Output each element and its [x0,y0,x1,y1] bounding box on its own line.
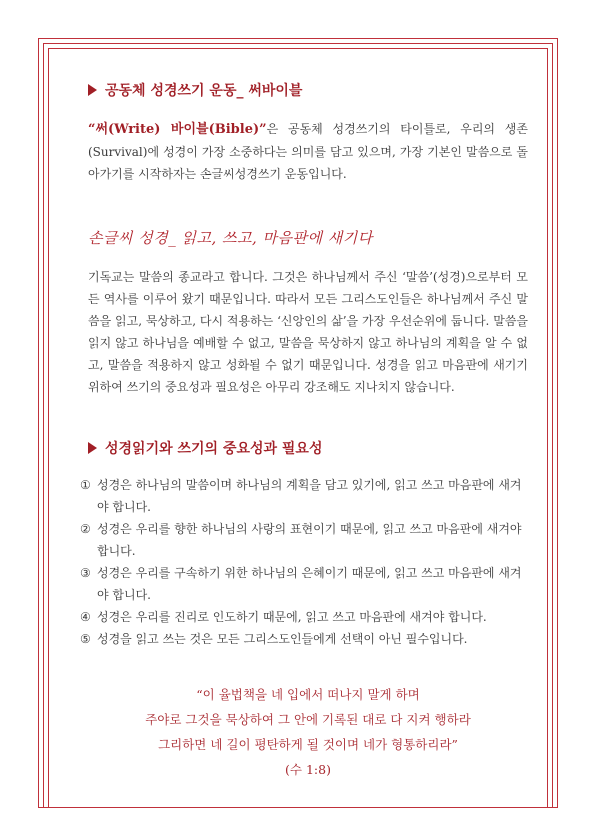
list-text: 성경은 우리를 향한 하나님의 사랑의 표현이기 때문에, 읽고 쓰고 마음판에 새겨야 합니다. [97,522,522,558]
list-item [80,518,528,562]
scripture-quote [88,682,528,782]
list-item [80,606,528,628]
triangle-bullet-icon [88,442,97,454]
list-number: ③ [80,566,91,580]
importance-list [80,474,528,650]
page-content [80,80,528,782]
list-number: ⑤ [80,632,91,646]
body-paragraph: 기독교는 말씀의 종교라고 합니다. 그것은 하나님께서 주신 ‘말씀’(성경)으로부터 모든 역사를 이루어 왔기 때문입니다. 따라서 모든 그리스도인들은 하나님께서 주신 말씀을 읽고, 묵상하고, 다시 적용하는 ‘신앙인의 삶’을 가장 우선순위에 둡니다. 말씀을 읽지 않고 하나님을 예배할 수 없고, 말씀을 묵상하지 않고 하나님의 계획을 알 수 없고, 말씀을 적용하지 않고 성화될 수 없기 때문입니다. 성경을 읽고 마음판에 새기기 위하여 쓰기의 중요성과 필요성은 아무리 강조해도 지나치지 않습니다. [88,270,528,394]
list-item [80,562,528,606]
list-text: 성경은 우리를 진리로 인도하기 때문에, 읽고 쓰고 마음판에 새겨야 합니다. [97,610,487,624]
heading-text: 공동체 성경쓰기 운동_ 써바이블 [105,83,303,99]
list-text: 성경은 하나님의 말씀이며 하나님의 계획을 담고 있기에, 읽고 쓰고 마음판에 새겨야 합니다. [97,478,522,514]
section-heading-campaign [88,80,528,100]
quote-line-1: “이 율법책을 네 입에서 떠나지 말게 하며 [196,687,420,702]
heading-text: 성경읽기와 쓰기의 중요성과 필요성 [105,441,323,457]
section-heading-importance [88,438,528,458]
list-number: ① [80,478,91,492]
handwritten-title: 손글씨 성경_ 읽고, 쓰고, 마음판에 새기다 [88,229,373,247]
list-text: 성경은 우리를 구속하기 위한 하나님의 은혜이기 때문에, 읽고 쓰고 마음판에 새겨야 합니다. [97,566,522,602]
list-number: ④ [80,610,91,624]
triangle-bullet-icon [88,84,97,96]
quote-line-3: 그리하면 네 길이 평탄하게 될 것이며 네가 형통하리라” [158,737,458,752]
list-number: ② [80,522,91,536]
quote-line-2: 주야로 그것을 묵상하여 그 안에 기록된 대로 다 지켜 행하라 [145,712,471,727]
intro-title: “써(Write) 바이블(Bible)” [88,122,267,137]
list-item [80,628,528,650]
list-text: 성경을 읽고 쓰는 것은 모든 그리스도인들에게 선택이 아닌 필수입니다. [97,632,468,646]
list-item [80,474,528,518]
quote-reference: (수 1:8) [285,762,331,777]
intro-paragraph [88,118,528,185]
intro-text: 은 공동체 성경쓰기의 타이틀로, 우리의 생존(Survival)에 성경이 가장 소중하다는 의미를 담고 있으며, 가장 기본인 말씀으로 돌아가기를 시작하자는 손글씨성경쓰기 운동입니다. [88,122,528,181]
